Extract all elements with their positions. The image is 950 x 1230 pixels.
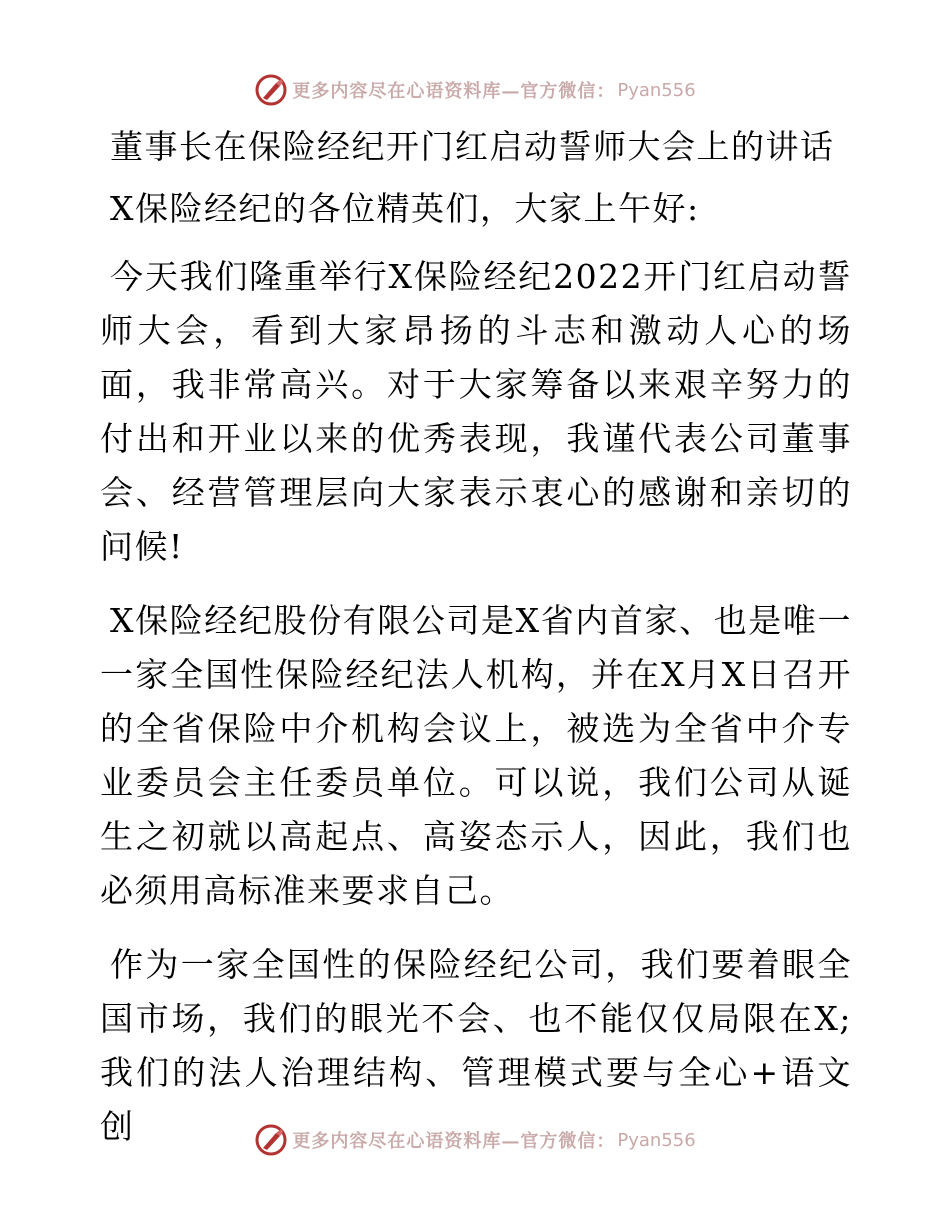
watermark-slogan: 更多内容尽在心语资料库— — [292, 1131, 521, 1152]
footer-watermark — [0, 1120, 950, 1160]
paragraph-2: X保险经纪股份有限公司是X省内首家、也是唯一一家全国性保险经纪法人机构，并在X月X日召开的全省保险中介机构会议上，被选为全省中介专业委员会主任委员单位。可以说，我们公司从诞生之初就以高起点、高姿态示人，因此，我们也必须用高标准来要求自己。 — [100, 601, 852, 910]
watermark-wechat-id: Pyan556 — [617, 1129, 696, 1151]
quill-pen-logo-icon — [254, 1123, 288, 1157]
paragraph-1: 今天我们隆重举行X保险经纪2022开门红启动誓师大会，看到大家昂扬的斗志和激动人心的场面，我非常高兴。对于大家筹备以来艰辛努力的付出和开业以来的优秀表现，我谨代表公司董事会、经营管理层向大家表示衷心的感谢和亲切的问候! — [100, 257, 852, 566]
quill-pen-logo-icon — [254, 73, 288, 107]
document-title: 董事长在保险经纪开门红启动誓师大会上的讲话 — [110, 127, 835, 166]
header-watermark — [0, 70, 950, 110]
greeting-line: X保险经纪的各位精英们，大家上午好: — [110, 189, 700, 228]
watermark-slogan: 更多内容尽在心语资料库— — [292, 81, 521, 102]
document-body — [100, 124, 852, 1174]
watermark-wechat-id: Pyan556 — [617, 79, 696, 101]
paragraph-3: 作为一家全国性的保险经纪公司，我们要着眼全国市场，我们的眼光不会、也不能仅仅局限在X;我们的法人治理结构、管理模式要与全心+语文创 — [100, 945, 852, 1146]
watermark-wechat-label: 官方微信： — [520, 81, 616, 102]
watermark-wechat-label: 官方微信： — [520, 1131, 616, 1152]
